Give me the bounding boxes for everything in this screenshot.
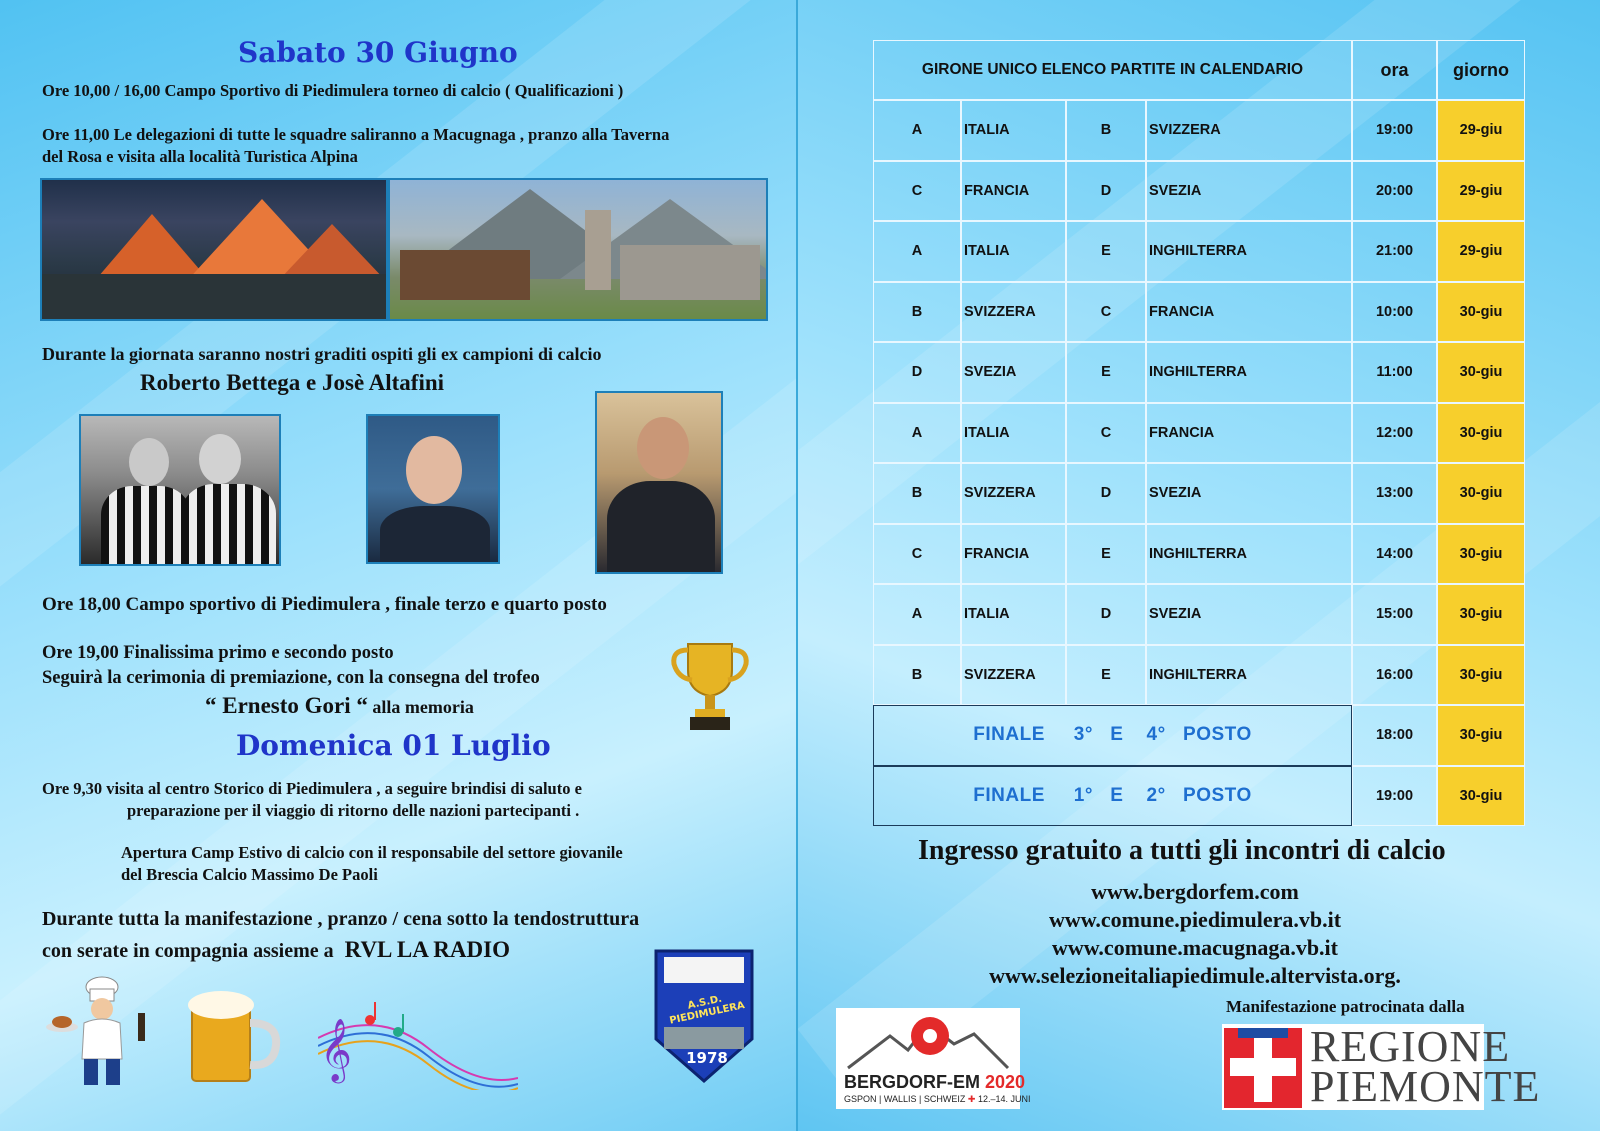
sunday-title: Domenica 01 Luglio — [236, 729, 551, 762]
final-date-cell: 30-giu — [1437, 766, 1525, 827]
team-1-cell: SVIZZERA — [961, 645, 1066, 706]
date-cell: 30-giu — [1437, 584, 1525, 645]
date-cell: 30-giu — [1437, 463, 1525, 524]
team-2-cell: INGHILTERRA — [1146, 342, 1352, 403]
date-cell: 30-giu — [1437, 645, 1525, 706]
group-a-cell: A — [873, 403, 961, 464]
program-line-2b: del Rosa e visita alla località Turistica Alpina — [42, 147, 358, 166]
food-line-2-prefix: con serate in compagnia assieme a — [42, 940, 339, 962]
piemonte-crest-icon — [1224, 1028, 1302, 1108]
bettega-altafini-vintage-photo — [79, 414, 281, 566]
team-2-cell: SVEZIA — [1146, 463, 1352, 524]
page-fold — [796, 0, 798, 1131]
link-macugnaga[interactable]: www.comune.macugnaga.vb.it — [1051, 935, 1338, 960]
date-cell: 30-giu — [1437, 403, 1525, 464]
team-1-cell: ITALIA — [961, 221, 1066, 282]
final-match-cell: FINALE 3° E 4° POSTO — [873, 705, 1352, 766]
saturday-title: Sabato 30 Giugno — [238, 36, 518, 69]
badge-text: A.S.D. PIEDIMULERA — [668, 993, 746, 1027]
team-1-cell: SVEZIA — [961, 342, 1066, 403]
final-time-cell: 19:00 — [1352, 766, 1437, 827]
time-cell: 13:00 — [1352, 463, 1437, 524]
guests-names: Roberto Bettega e Josè Altafini — [140, 370, 445, 395]
date-cell: 29-giu — [1437, 161, 1525, 222]
bergdorf-em-logo — [836, 1008, 1031, 1109]
trophy-suffix: alla memoria — [367, 697, 474, 717]
piemonte-text: PIEMONTE — [1310, 1062, 1541, 1111]
time-cell: 14:00 — [1352, 524, 1437, 585]
team-1-cell: FRANCIA — [961, 524, 1066, 585]
table-header: GIRONE UNICO ELENCO PARTITE IN CALENDARIO — [873, 40, 1352, 100]
program-line-1: Ore 10,00 / 16,00 Campo Sportivo di Piedimulera torneo di calcio ( Qualificazioni ) — [42, 81, 624, 100]
bergdorf-sub: GSPON | WALLIS | SCHWEIZ — [844, 1094, 966, 1104]
bergdorf-dates: 12.–14. JUNI — [977, 1094, 1031, 1104]
group-a-cell: C — [873, 161, 961, 222]
macugnaga-village-photo — [388, 178, 768, 321]
time-cell: 10:00 — [1352, 282, 1437, 343]
team-1-cell: SVIZZERA — [961, 282, 1066, 343]
date-cell: 29-giu — [1437, 100, 1525, 161]
team-1-cell: ITALIA — [961, 403, 1066, 464]
group-b-cell: E — [1066, 342, 1146, 403]
group-b-cell: E — [1066, 221, 1146, 282]
group-b-cell: E — [1066, 524, 1146, 585]
final-third-line: Ore 18,00 Campo sportivo di Piedimulera , finale terzo e quarto posto — [42, 594, 607, 615]
team-2-cell: SVEZIA — [1146, 161, 1352, 222]
trophy-dedication — [205, 693, 474, 719]
bettega-portrait-photo — [366, 414, 500, 564]
program-line-2a: Ore 11,00 Le delegazioni di tutte le squadre saliranno a Macugnaga , pranzo alla Taverna — [42, 125, 670, 144]
camp-line-2: del Brescia Calcio Massimo De Paoli — [121, 865, 378, 884]
time-cell: 20:00 — [1352, 161, 1437, 222]
group-b-cell: C — [1066, 282, 1146, 343]
bergdorf-title-text: BERGDORF-EM — [844, 1072, 980, 1092]
regione-text: REGIONE — [1310, 1022, 1511, 1071]
group-a-cell: A — [873, 584, 961, 645]
team-2-cell: INGHILTERRA — [1146, 645, 1352, 706]
radio-name: RVL LA RADIO — [344, 937, 510, 962]
ceremony-line: Seguirà la cerimonia di premiazione, con la consegna del trofeo — [42, 668, 540, 688]
date-cell: 29-giu — [1437, 221, 1525, 282]
sunday-line-1: Ore 9,30 visita al centro Storico di Piedimulera , a seguire brindisi di saluto e — [42, 779, 582, 798]
group-a-cell: B — [873, 282, 961, 343]
group-a-cell: B — [873, 463, 961, 524]
time-cell: 12:00 — [1352, 403, 1437, 464]
group-b-cell: E — [1066, 645, 1146, 706]
svg-text:𝄞: 𝄞 — [320, 1018, 352, 1081]
group-b-cell: B — [1066, 100, 1146, 161]
final-match-cell: FINALE 1° E 2° POSTO — [873, 766, 1352, 827]
team-1-cell: ITALIA — [961, 584, 1066, 645]
time-cell: 19:00 — [1352, 100, 1437, 161]
team-2-cell: INGHILTERRA — [1146, 221, 1352, 282]
camp-line-1: Apertura Camp Estivo di calcio con il responsabile del settore giovanile — [121, 843, 623, 862]
team-2-cell: FRANCIA — [1146, 403, 1352, 464]
bergdorf-year: 2020 — [985, 1072, 1026, 1092]
group-a-cell: A — [873, 221, 961, 282]
group-a-cell: A — [873, 100, 961, 161]
badge-year: 1978 — [686, 1049, 728, 1067]
group-b-cell: D — [1066, 161, 1146, 222]
regione-piemonte-logo — [1222, 1022, 1541, 1111]
time-cell: 16:00 — [1352, 645, 1437, 706]
food-line-1: Durante tutta la manifestazione , pranzo / cena sotto la tendostruttura — [42, 908, 640, 930]
group-b-cell: D — [1066, 584, 1146, 645]
mountain-ball-icon — [844, 1014, 1012, 1070]
match-schedule-table — [873, 40, 1525, 826]
column-ora: ora — [1352, 40, 1437, 100]
time-cell: 21:00 — [1352, 221, 1437, 282]
link-piedimulera[interactable]: www.comune.piedimulera.vb.it — [1048, 907, 1342, 932]
guests-line: Durante la giornata saranno nostri graditi ospiti gli ex campioni di calcio — [42, 344, 602, 364]
team-2-cell: FRANCIA — [1146, 282, 1352, 343]
team-1-cell: ITALIA — [961, 100, 1066, 161]
group-b-cell: C — [1066, 403, 1146, 464]
group-b-cell: D — [1066, 463, 1146, 524]
bergdorf-subtitle: GSPON | WALLIS | SCHWEIZ ✚ 12.–14. JUNI — [844, 1094, 1031, 1104]
group-a-cell: D — [873, 342, 961, 403]
monte-rosa-photo — [40, 178, 388, 321]
time-cell: 11:00 — [1352, 342, 1437, 403]
team-2-cell: INGHILTERRA — [1146, 524, 1352, 585]
team-2-cell: SVIZZERA — [1146, 100, 1352, 161]
asd-piedimulera-badge — [652, 947, 756, 1085]
team-2-cell: SVEZIA — [1146, 584, 1352, 645]
group-a-cell: C — [873, 524, 961, 585]
trophy-name: “ Ernesto Gori “ — [205, 693, 368, 718]
music-notes-icon — [318, 998, 518, 1090]
time-cell: 15:00 — [1352, 584, 1437, 645]
link-selezione[interactable]: www.selezioneitaliapiedimule.altervista.org. — [989, 963, 1401, 988]
sunday-line-2: preparazione per il viaggio di ritorno delle nazioni partecipanti . — [127, 801, 580, 820]
patronage-text: Manifestazione patrocinata dalla — [1226, 997, 1465, 1016]
bergdorf-title — [844, 1072, 1025, 1093]
website-links — [960, 878, 1430, 990]
beer-mug-icon — [186, 985, 281, 1085]
chef-icon — [40, 975, 155, 1090]
date-cell: 30-giu — [1437, 282, 1525, 343]
trophy-icon — [668, 640, 752, 732]
final-date-cell: 30-giu — [1437, 705, 1525, 766]
final-time-cell: 18:00 — [1352, 705, 1437, 766]
food-line-2 — [42, 937, 510, 963]
team-1-cell: SVIZZERA — [961, 463, 1066, 524]
free-entry-text: Ingresso gratuito a tutti gli incontri di calcio — [918, 835, 1446, 866]
group-a-cell: B — [873, 645, 961, 706]
final-first-line: Ore 19,00 Finalissima primo e secondo posto — [42, 643, 394, 663]
altafini-portrait-photo — [595, 391, 723, 574]
team-1-cell: FRANCIA — [961, 161, 1066, 222]
column-giorno: giorno — [1437, 40, 1525, 100]
link-bergdorfem[interactable]: www.bergdorfem.com — [1091, 879, 1299, 904]
date-cell: 30-giu — [1437, 524, 1525, 585]
date-cell: 30-giu — [1437, 342, 1525, 403]
